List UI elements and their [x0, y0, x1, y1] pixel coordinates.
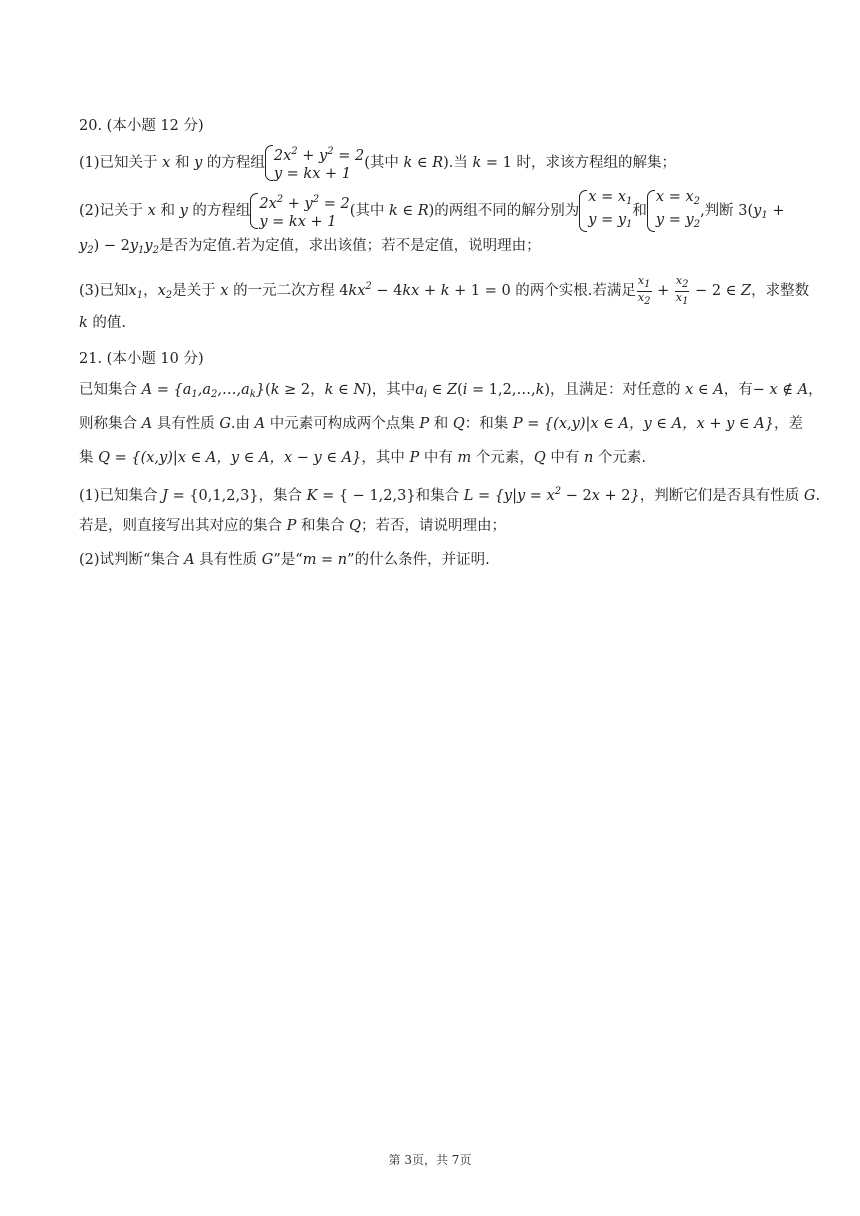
q20-header: 20. (本小题 12 分) — [79, 118, 204, 134]
q21-intro-line3: 集 Q = {(x,y)|x ∈ A，y ∈ A，x − y ∈ A}，其中 P 中有 m 个元素，Q 中有 n 个元素. — [79, 450, 647, 466]
equation-system: $2x^2 + y^2 = 2$ y = kx + 1 — [265, 143, 364, 183]
solution-2: $x = x_2$ $y = y_2$ — [647, 188, 700, 234]
q21-intro-line2: 则称集合 A 具有性质 G.由 A 中元素可构成两个点集 P 和 Q：和集 P = {(x,y)|x ∈ A，y ∈ A，x + y ∈ A}，差 — [79, 416, 803, 432]
equation-system: $2x^2 + y^2 = 2$ y = kx + 1 — [250, 191, 349, 231]
solution-1: $x = x_1$ $y = y_1$ — [579, 188, 632, 234]
q20-part3-line2: k 的值. — [79, 315, 127, 331]
q21-part1-line1: (1)已知集合 J = {0,1,2,3}，集合 K = { − 1,2,3}和集合 $L = \{y|y = x^2 - 2x + 2\}$，判断它们是否具有性质 G. — [79, 486, 821, 504]
q20-part2-line2: $y_2) - 2y_1y_2$是否为定值.若为定值，求出该值；若不是定值，说明理由； — [79, 238, 541, 256]
page-footer: 第 3页，共 7页 — [388, 1153, 472, 1167]
q20-part1: (1)已知关于 x 和 y 的方程组 $2x^2 + y^2 = 2$ y = kx + 1 (其中 k ∈ R).当 k = 1 时，求该方程组的解集； — [79, 143, 782, 179]
q21-header: 21. (本小题 10 分) — [79, 351, 204, 367]
q21-intro-line1: 已知集合 $A = \{a_1,a_2,\dots,a_k\}(k \ge 2$，k ∈ N)，其中$a_i$ ∈ Z(i = 1,2,…,k)，且满足：对任意的 x ∈ A，有− x ∉ A， — [79, 382, 823, 400]
q20-part3-line1: (3)已知$x_1$，$x_2$是关于 x 的一元二次方程 $4kx^2 - 4kx + k + 1 = 0$ 的两个实根.若满足 $\frac{x_1}{x_2}$ + $\frac{x_2}{x_1}$ − 2 ∈ Z，求整数 — [79, 273, 810, 307]
q21-part1-line2: 若是，则直接写出其对应的集合 P 和集合 Q；若否，请说明理由； — [79, 518, 506, 534]
q20-part2-line1: (2)记关于 x 和 y 的方程组 $2x^2 + y^2 = 2$ y = kx + 1 (其中 k ∈ R)的两组不同的解分别为 $x = x_1$ $y = y_1$ 和 $x = x_2$ $y = y_2$ ,判断 $3(y_1$ + — [79, 188, 782, 224]
q21-part2: (2)试判断“集合 A 具有性质 G”是“m = n”的什么条件，并证明. — [79, 552, 490, 568]
